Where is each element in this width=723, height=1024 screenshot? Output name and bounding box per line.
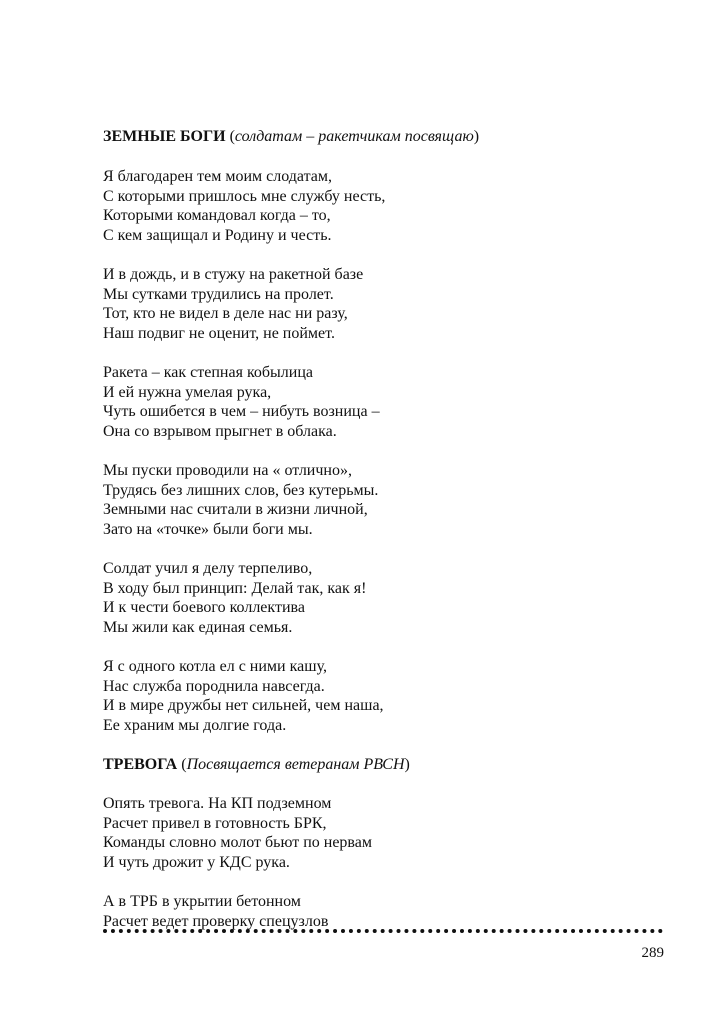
verse-line: Ее храним мы долгие года.: [103, 716, 287, 734]
verse-line: Чуть ошибется в чем – нибуть возница –: [103, 403, 380, 421]
stanza: [103, 167, 385, 245]
verse-line: И в мире дружбы нет сильней, чем наша,: [103, 697, 384, 715]
verse-line: И ей нужна умелая рука,: [103, 383, 272, 401]
verse-line: И к чести боевого коллектива: [103, 599, 305, 617]
verse-line: Команды словно молот бьют по нервам: [103, 834, 372, 852]
paren-close: ): [473, 128, 480, 145]
verse-line: Мы пуски проводили на « отлично»,: [103, 462, 352, 479]
stanza: [103, 559, 366, 637]
verse-line: Расчет привел в готовность БРК,: [103, 814, 327, 832]
stanza: [103, 265, 363, 343]
paren-close: ): [404, 756, 410, 773]
stanza: [103, 363, 380, 441]
verse-line: Расчет ведет проверку спецузлов: [103, 912, 329, 930]
poem-title: ЗЕМНЫЕ БОГИ: [103, 128, 226, 145]
verse-line: Которыми командовал когда – то,: [103, 207, 331, 225]
verse-line: Тот, кто не видел в деле нас ни разу,: [103, 305, 348, 323]
verse-line: Нас служба породнила навсегда.: [103, 677, 325, 695]
verse-line: С которыми пришлось мне службу несть,: [103, 187, 386, 205]
poem-heading: [103, 127, 479, 147]
verse-line: Трудясь без лишних слов, без кутерьмы.: [103, 481, 379, 499]
stanza: [103, 461, 378, 539]
verse-line: Мы жили как единая семья.: [103, 618, 293, 636]
verse-line: Солдат учил я делу терпеливо,: [103, 560, 313, 577]
verse-line: Она со взрывом прыгнет в облака.: [103, 422, 337, 440]
verse-line: Опять тревога. На КП подземном: [103, 795, 332, 812]
paren-open: (: [181, 756, 187, 773]
footer-dotted-rule: [103, 929, 663, 933]
verse-line: Мы сутками трудились на пролет.: [103, 285, 334, 303]
verse-line: С кем защищал и Родину и честь.: [103, 226, 332, 244]
verse-line: И в дождь, и в стужу на ракетной базе: [103, 266, 364, 283]
verse-line: Зато на «точке» были боги мы.: [103, 520, 313, 538]
poem-dedication: солдатам – ракетчикам посвящаю: [234, 128, 474, 145]
stanza: [103, 657, 384, 735]
verse-line: И чуть дрожит у КДС рука.: [103, 853, 290, 871]
verse-line: Земными нас считали в жизни личной,: [103, 501, 368, 519]
stanza: [103, 794, 372, 872]
verse-line: Ракета – как степная кобылица: [103, 364, 314, 381]
stanza: [103, 892, 328, 931]
verse-line: В ходу был принцип: Делай так, как я!: [103, 579, 367, 597]
page-number: 289: [641, 945, 664, 961]
verse-line: Я с одного котла ел с ними кашу,: [103, 658, 327, 675]
poem-dedication: Посвящается ветеранам РВСН: [186, 756, 405, 773]
verse-line: Я благодарен тем моим слодатам,: [103, 168, 333, 185]
poem-heading: [103, 755, 410, 775]
verse-line: А в ТРБ в укрытии бетонном: [103, 893, 301, 910]
poem-title: ТРЕВОГА: [103, 756, 178, 773]
verse-line: Наш подвиг не оценит, не поймет.: [103, 324, 335, 342]
paren-open: (: [229, 128, 235, 145]
